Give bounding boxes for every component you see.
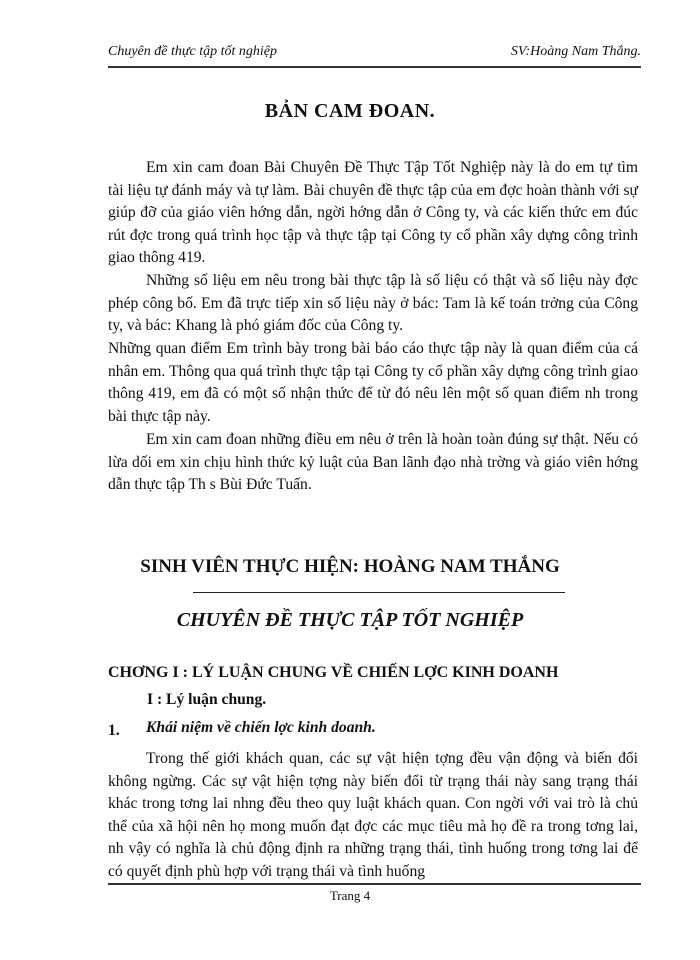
paragraph-3-block xyxy=(108,338,638,428)
footer-rule xyxy=(108,883,641,885)
item-paragraph: Trong thế giới khách quan, các sự vật hiện tợng đều vận động và biến đổi không ngừng. Các sự vật hiện tợng này biến đổi từ trạng thái này sang trạng thái khác trong tơng lai nhng đều theo quy luật khách quan. Con ngời với vai trò là chủ thể của xã hội nên họ mong muốn đạt đợc các mục tiêu mà họ đề ra trong tơng lai, nh vậy có nghĩa là chủ động định ra những trạng thái, tình huống trong tơng lai để có quyết định phù hợp với trạng thái và tình huống xyxy=(108,750,638,880)
paragraph-1-block xyxy=(108,157,638,270)
item-heading: Khái niệm về chiến lợc kinh doanh. xyxy=(146,719,376,736)
paragraph-2-block xyxy=(108,270,638,338)
header-left-text: Chuyên đề thực tập tốt nghiệp xyxy=(108,44,277,59)
page-header xyxy=(108,44,641,68)
section-heading: I : Lý luận chung. xyxy=(147,691,267,708)
paragraph-4: Em xin cam đoan những điều em nêu ở trên là hoàn toàn đúng sự thật. Nếu có lừa dối em xin chịu hình thức kỷ luật của Ban lãnh đạo nhà trờng và giáo viên hớng dẫn thực tập Th s Bùi Đức Tuấn. xyxy=(108,431,638,494)
chapter-heading: CHƠNG I : LÝ LUẬN CHUNG VỀ CHIẾN LỢC KINH DOANH xyxy=(108,664,559,681)
item-paragraph-block xyxy=(108,748,638,884)
paragraph-2: Những số liệu em nêu trong bài thực tập là số liệu có thật và số liệu này đợc phép công bố. Em đã trực tiếp xin số liệu này ở bác: Tam là kế toán trởng của Công ty, và bác: Khang là phó giám đốc của Công ty. xyxy=(108,272,638,335)
paragraph-4-block xyxy=(108,429,638,497)
item-number: 1. xyxy=(108,722,120,739)
paragraph-1: Em xin cam đoan Bài Chuyên Đề Thực Tập Tốt Nghiệp này là do em tự tìm tài liệu tự đánh máy và tự làm. Bài chuyên đề thực tập của em đợc hoàn thành với sự giúp đỡ của giáo viên hớng dẫn, ngời hớng dẫn ở Công ty, và các kiến thức em đúc rút đợc trong quá trình học tập và thực tập tại Công ty cổ phần xây dựng công trình giao thông 419. xyxy=(108,159,638,267)
page-number: Trang 4 xyxy=(329,888,371,903)
student-name-line: SINH VIÊN THỰC HIỆN: HOÀNG NAM THẮNG xyxy=(140,556,560,577)
document-title: BẢN CAM ĐOAN. xyxy=(264,100,436,122)
paragraph-3: Những quan điểm Em trình bày trong bài báo cáo thực tập này là quan điểm của cá nhân em. Thông qua quá trình thực tập tại Công ty cổ phần xây dựng công trình giao thông 419, em đã có một số nhận thức để từ đó nêu lên một số quan điểm nh trong bài thực tập này. xyxy=(108,340,638,425)
header-right-text: SV:Hoàng Nam Thắng. xyxy=(510,44,641,59)
separator-rule xyxy=(193,592,565,593)
report-subtitle: CHUYÊN ĐỀ THỰC TẬP TỐT NGHIỆP xyxy=(176,609,524,631)
